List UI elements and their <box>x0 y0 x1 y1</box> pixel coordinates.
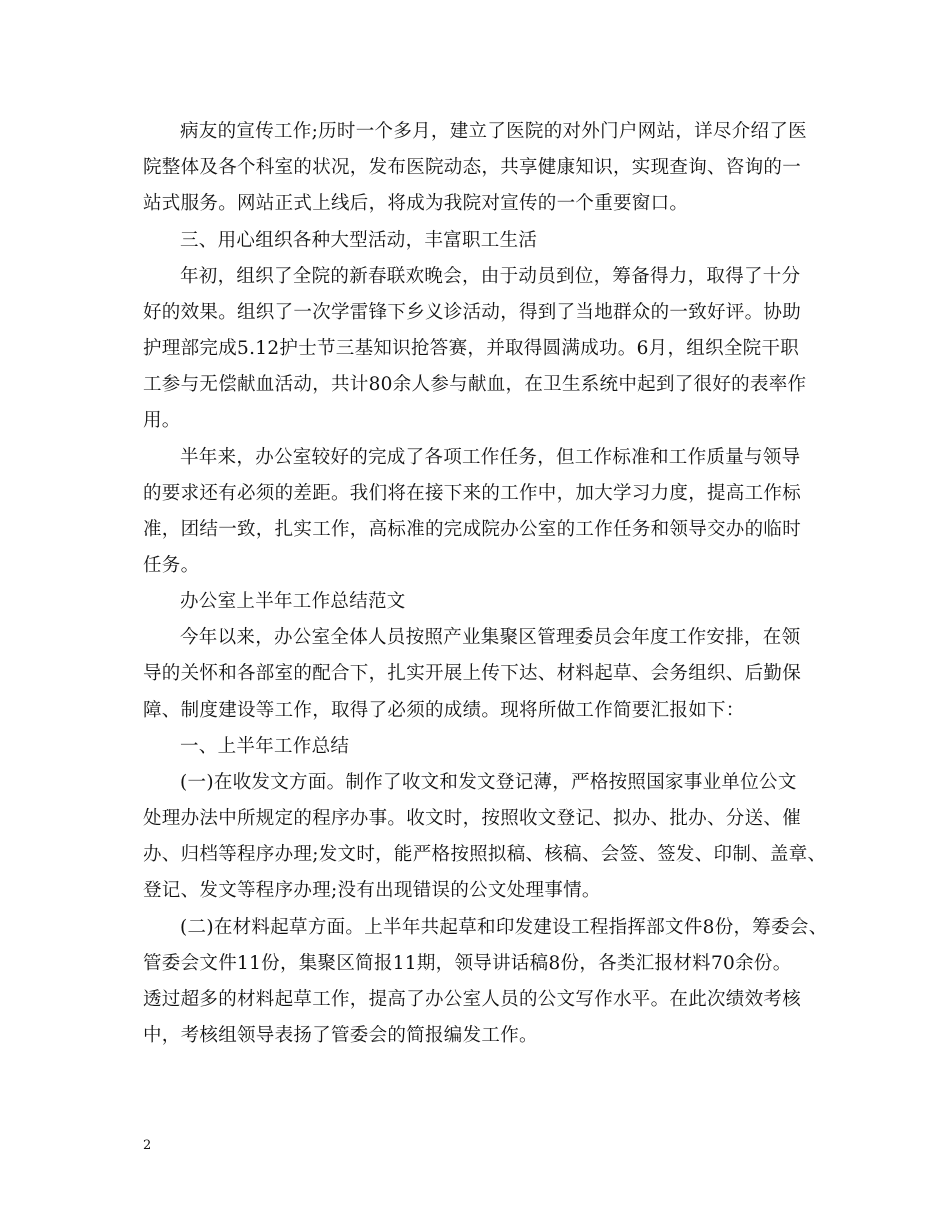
text-line: 站式服务。网站正式上线后，将成为我院对宣传的一个重要窗口。 <box>143 193 689 214</box>
text-line: 准，团结一致，扎实工作，高标准的完成院办公室的工作任务和领导交办的临时 <box>143 519 802 540</box>
text-line: 工参与无偿献血活动，共计80余人参与献血，在卫生系统中起到了很好的表率作 <box>143 374 807 395</box>
text-line: 护理部完成5.12护士节三基知识抢答赛，并取得圆满成功。6月，组织全院干职 <box>143 338 800 359</box>
text-line: 处理办法中所规定的程序办事。收文时，按照收文登记、拟办、批办、分送、催 <box>143 808 802 829</box>
text-line: 年初，组织了全院的新春联欢晚会，由于动员到位，筹备得力，取得了十分 <box>180 266 801 287</box>
section-heading: 三、用心组织各种大型活动，丰富职工生活 <box>180 230 538 251</box>
text-line: 半年来，办公室较好的完成了各项工作任务，但工作标准和工作质量与领导 <box>180 447 801 468</box>
text-line: 病友的宣传工作;历时一个多月，建立了医院的对外门户网站，详尽介绍了医 <box>180 121 807 142</box>
text-line: 今年以来，办公室全体人员按照产业集聚区管理委员会年度工作安排，在领 <box>180 627 801 648</box>
text-line: 导的关怀和各部室的配合下，扎实开展上传下达、材料起草、会务组织、后勤保 <box>143 663 802 684</box>
text-line: 登记、发文等程序办理;没有出现错误的公文处理事情。 <box>143 880 601 901</box>
text-line: 管委会文件11份，集聚区简报11期，领导讲话稿8份，各类汇报材料70余份。 <box>143 953 792 974</box>
document-title: 办公室上半年工作总结范文 <box>180 591 406 612</box>
text-line: 用。 <box>143 410 181 431</box>
text-line: 透过超多的材料起草工作，提高了办公室人员的公文写作水平。在此次绩效考核 <box>143 989 802 1010</box>
text-line: (二)在材料起草方面。上半年共起草和印发建设工程指挥部文件8份，筹委会、 <box>180 917 828 938</box>
text-line: 的要求还有必须的差距。我们将在接下来的工作中，加大学习力度，提高工作标 <box>143 483 802 504</box>
text-line: (一)在收发文方面。制作了收文和发文登记薄，严格按照国家事业单位公文 <box>180 772 797 793</box>
section-heading: 一、上半年工作总结 <box>180 736 350 757</box>
text-line: 障、制度建设等工作，取得了必须的成绩。现将所做工作简要汇报如下： <box>143 700 745 721</box>
text-line: 任务。 <box>143 555 200 576</box>
text-line: 院整体及各个科室的状况，发布医院动态，共享健康知识，实现查询、咨询的一 <box>143 157 802 178</box>
text-line: 中，考核组领导表扬了管委会的简报编发工作。 <box>143 1025 538 1046</box>
text-line: 好的效果。组织了一次学雷锋下乡义诊活动，得到了当地群众的一致好评。协助 <box>143 302 802 323</box>
text-line: 办、归档等程序办理;发文时，能严格按照拟稿、核稿、会签、签发、印制、盖章、 <box>143 844 827 865</box>
page-number: 2 <box>143 1138 152 1153</box>
